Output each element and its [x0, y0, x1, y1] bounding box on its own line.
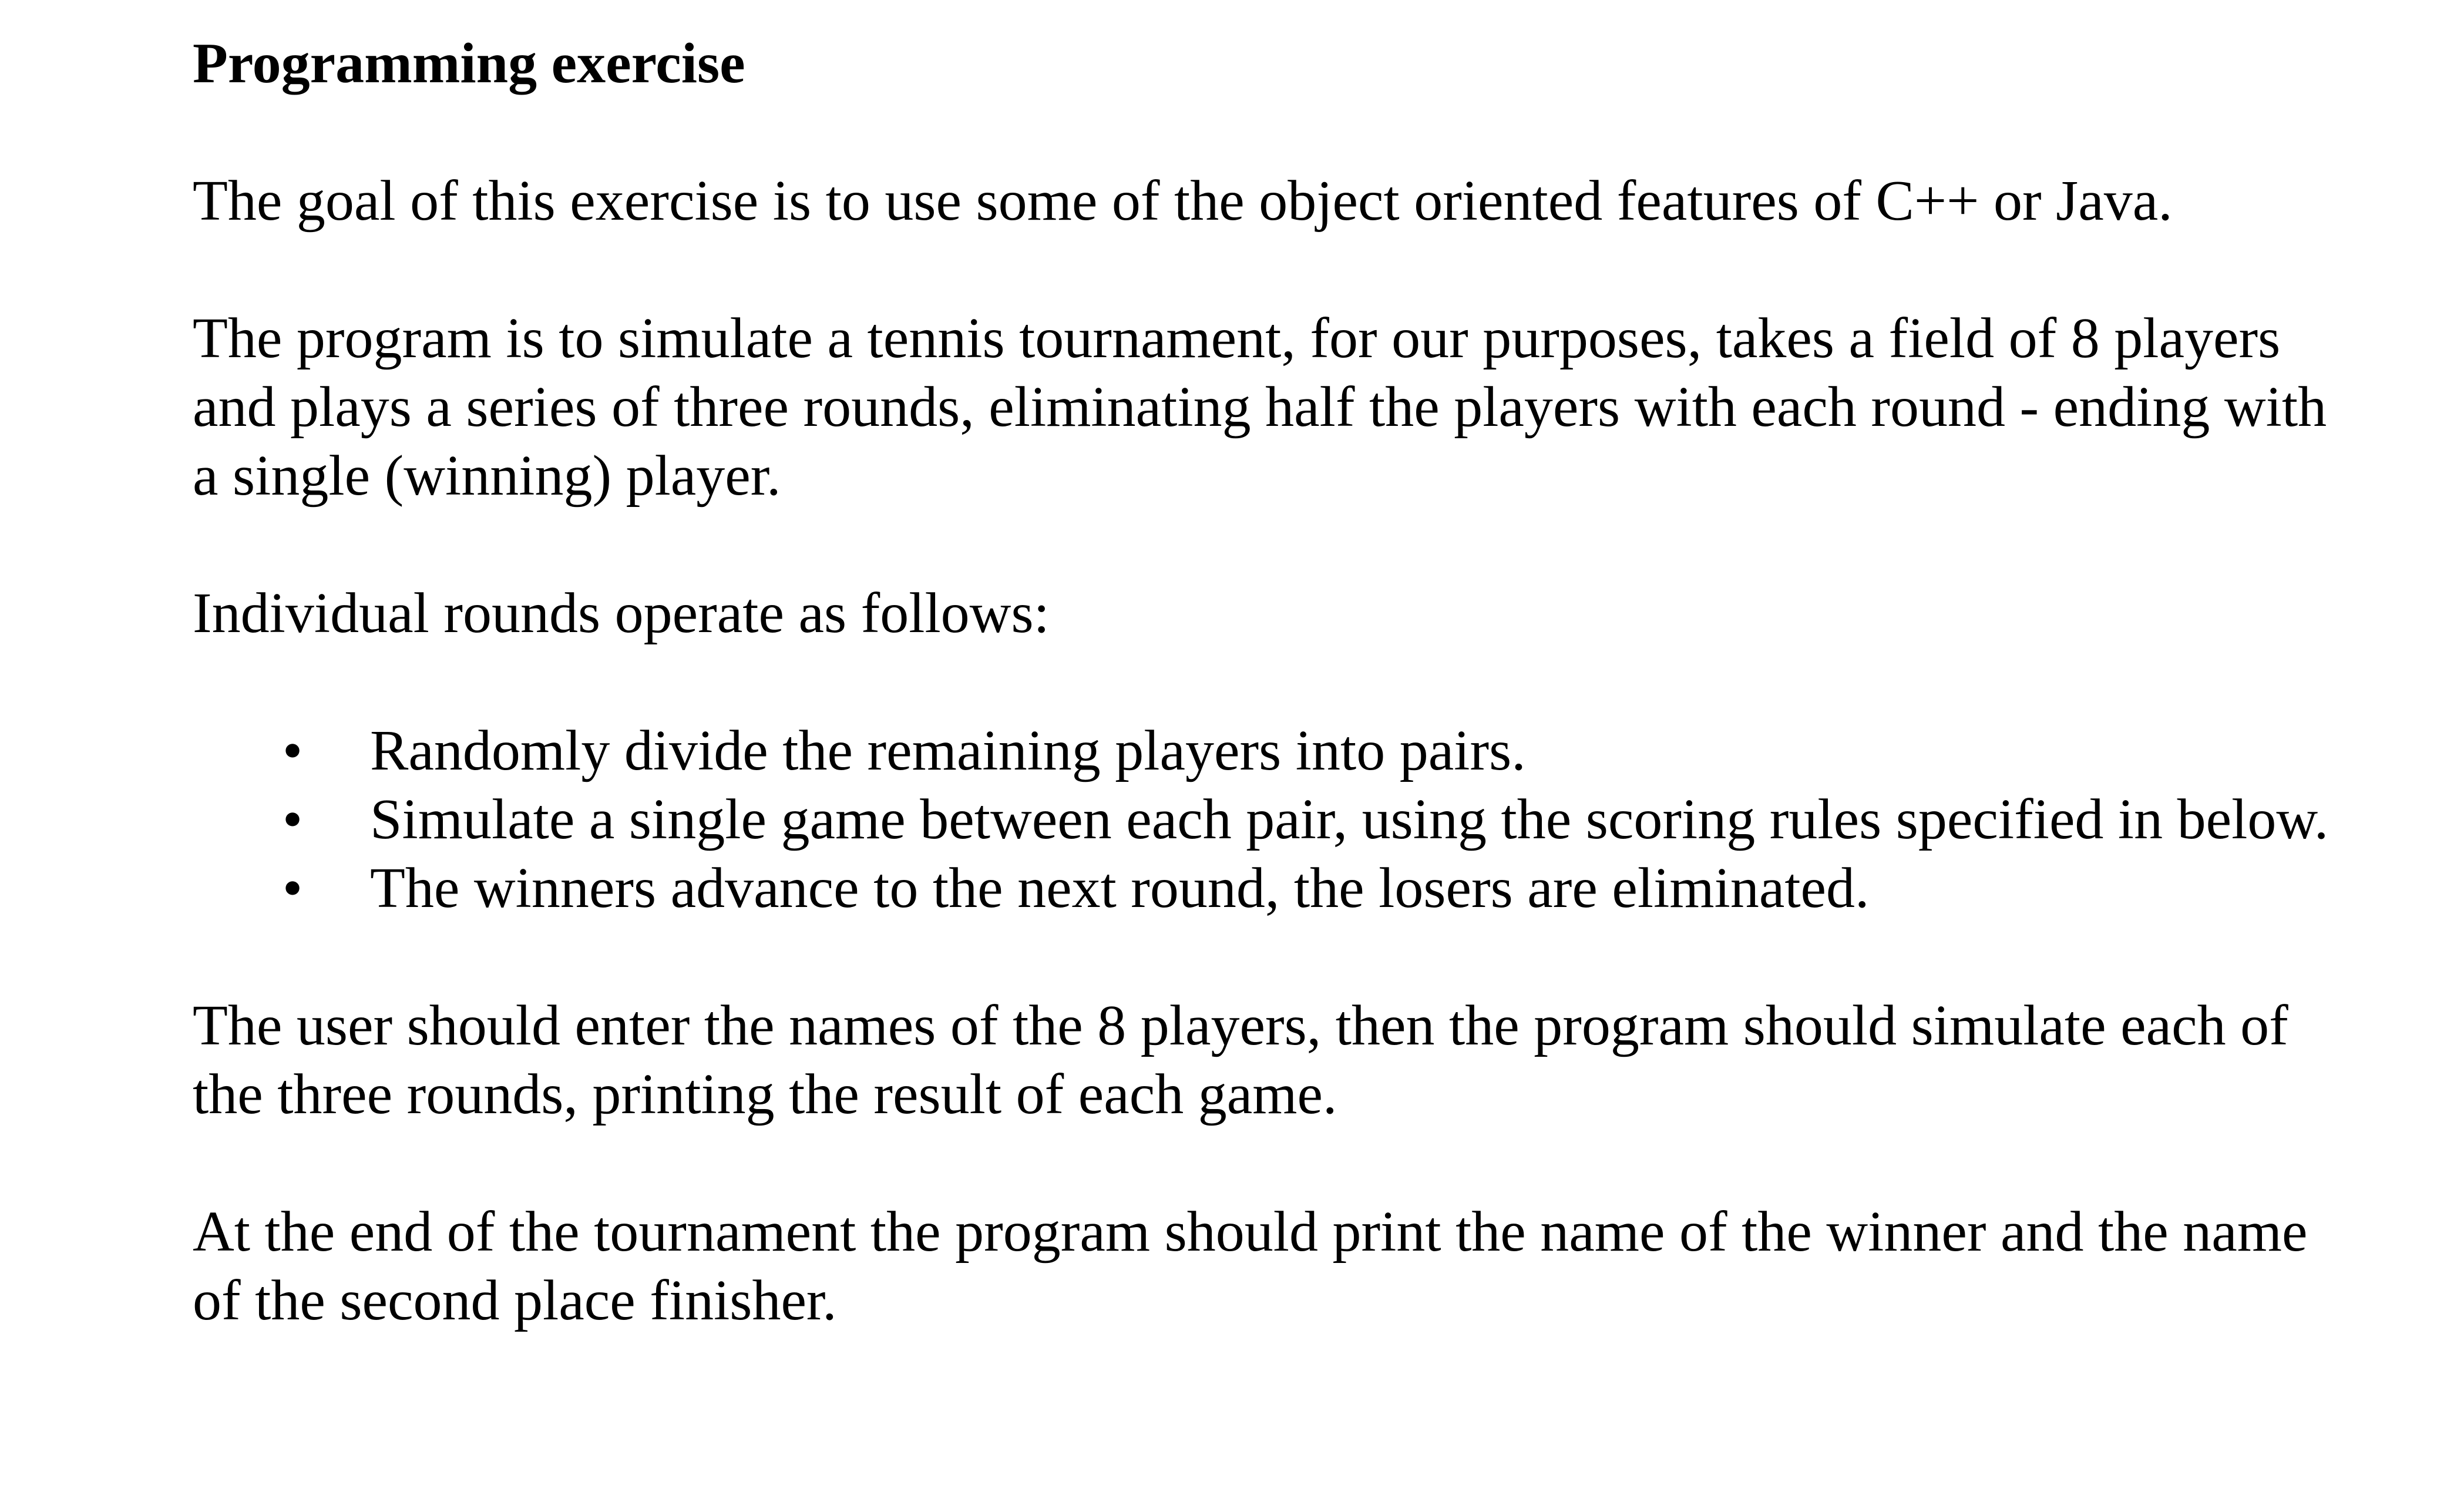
list-item-text: Randomly divide the remaining players into pairs. [370, 719, 1526, 782]
end-of-tournament-paragraph: At the end of the tournament the program should print the name of the winner and the name of the second place finisher. [193, 1200, 2308, 1332]
user-input-paragraph: The user should enter the names of the 8 players, then the program should simulate each of the three rounds, printing the result of each game. [193, 994, 2288, 1126]
intro-paragraph: The goal of this exercise is to use some of the object oriented features of C++ or Java. [193, 169, 2173, 233]
list-item-text: The winners advance to the next round, the losers are eliminated. [370, 856, 1870, 920]
program-description-paragraph: The program is to simulate a tennis tournament, for our purposes, takes a field of 8 players and plays a series of three rounds, eliminating half the players with each round - ending with a single (winning) player. [193, 307, 2327, 508]
list-item [193, 854, 2342, 923]
list-item [193, 717, 2342, 785]
rounds-heading: Individual rounds operate as follows: [193, 582, 1050, 645]
list-item [193, 785, 2342, 854]
round-steps-list [193, 717, 2342, 923]
bullet-icon: • [282, 856, 303, 920]
bullet-icon: • [282, 788, 303, 851]
document-title: Programming exercise [193, 32, 745, 95]
list-item-text: Simulate a single game between each pair, using the scoring rules specified in below. [370, 788, 2329, 851]
document-body [193, 29, 2342, 1335]
bullet-icon: • [282, 719, 303, 782]
